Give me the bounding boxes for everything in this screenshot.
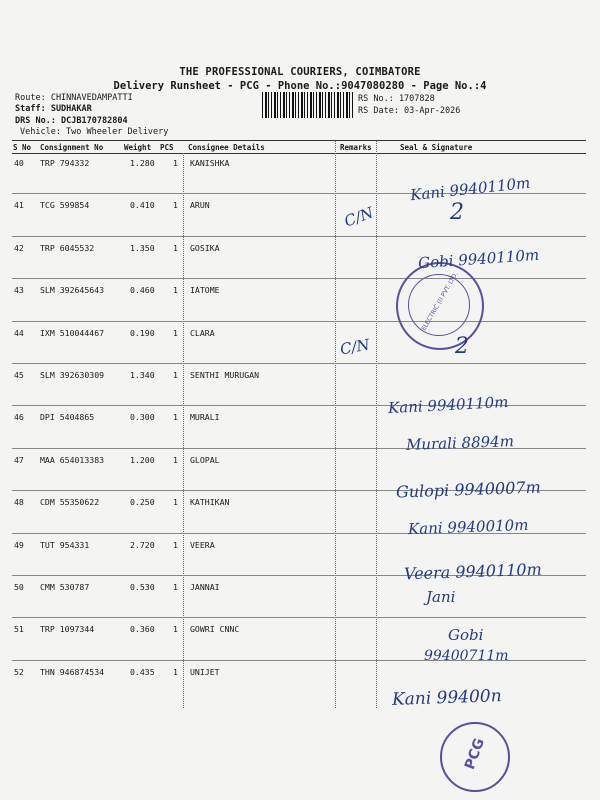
col-seal-signature: Seal & Signature bbox=[400, 143, 473, 152]
row-weight: 0.460 bbox=[130, 285, 155, 296]
col-weight: Weight bbox=[124, 143, 152, 152]
row-sno: 41 bbox=[14, 200, 24, 211]
signature: 2 bbox=[450, 200, 464, 225]
row-consignment: TUT 954331 bbox=[40, 539, 90, 550]
row-consignment: SLM 392645643 bbox=[40, 285, 105, 296]
row-pcs: 1 bbox=[173, 327, 178, 338]
row-weight: 1.350 bbox=[130, 242, 155, 253]
barcode bbox=[262, 92, 354, 118]
header-bottom-rule bbox=[12, 153, 586, 154]
row-pcs: 1 bbox=[173, 539, 178, 550]
row-consignee: CLARA bbox=[190, 327, 215, 338]
rs-date: RS Date: 03-Apr-2026 bbox=[358, 106, 461, 116]
row-sno: 42 bbox=[14, 242, 24, 253]
row-weight: 0.360 bbox=[130, 624, 155, 635]
company-stamp bbox=[396, 262, 484, 350]
col-consignee: Consignee Details bbox=[188, 143, 265, 152]
col-pcs: PCS bbox=[160, 143, 174, 152]
row-consignee: MURALI bbox=[190, 412, 220, 423]
row-pcs: 1 bbox=[173, 497, 178, 508]
row-consignee: KANISHKA bbox=[190, 158, 230, 168]
row-consignment: CDM 55350622 bbox=[40, 497, 100, 508]
pcg-stamp-text: PCG bbox=[462, 736, 488, 772]
row-consignment: TRP 794332 bbox=[40, 158, 90, 168]
row-weight: 1.200 bbox=[130, 454, 155, 465]
signature: Veera 9940110m bbox=[403, 559, 543, 584]
row-weight: 0.435 bbox=[130, 666, 155, 677]
row-weight: 0.410 bbox=[130, 200, 155, 211]
row-weight: 0.530 bbox=[130, 582, 155, 592]
row-consignee: JANNAI bbox=[190, 582, 220, 592]
row-pcs: 1 bbox=[173, 242, 178, 253]
row-weight: 0.250 bbox=[130, 497, 155, 508]
row-consignee: ARUN bbox=[190, 200, 210, 211]
row-weight: 0.300 bbox=[130, 412, 155, 423]
column-divider bbox=[335, 141, 336, 708]
row-sno: 48 bbox=[14, 497, 24, 508]
row-sno: 50 bbox=[14, 582, 24, 592]
staff-label: Staff: SUDHAKAR bbox=[15, 104, 92, 114]
row-consignment: SLM 392630309 bbox=[40, 370, 105, 380]
stamp-text: ELECTRIC (I) PVT. LTD. bbox=[420, 271, 460, 332]
row-pcs: 1 bbox=[173, 158, 178, 168]
row-consignee: SENTHI MURUGAN bbox=[190, 370, 260, 380]
col-sno: S No bbox=[13, 143, 32, 152]
row-consignee: UNIJET bbox=[190, 666, 220, 677]
row-consignment: TCG 599854 bbox=[40, 200, 90, 211]
col-consignment: Consignment No bbox=[40, 143, 104, 152]
signature: 99400711m bbox=[424, 648, 509, 664]
row-consignee: VEERA bbox=[190, 539, 215, 550]
drs-label: DRS No.: DCJB170782804 bbox=[15, 116, 128, 126]
row-separator bbox=[12, 278, 586, 279]
row-separator bbox=[12, 236, 586, 237]
row-sno: 43 bbox=[14, 285, 24, 296]
runsheet-title: Delivery Runsheet - PCG - Phone No.:9047080280 - Page No.:4 bbox=[113, 80, 487, 92]
row-pcs: 1 bbox=[173, 200, 178, 211]
row-separator bbox=[12, 321, 586, 322]
row-sno: 51 bbox=[14, 624, 24, 635]
signature: Kani 9940110m bbox=[409, 173, 532, 205]
row-pcs: 1 bbox=[173, 582, 178, 592]
row-sno: 44 bbox=[14, 327, 24, 338]
signature: Kani 99400n bbox=[391, 686, 502, 710]
row-sno: 49 bbox=[14, 539, 24, 550]
row-pcs: 1 bbox=[173, 454, 178, 465]
remark-handwriting: C/N bbox=[341, 203, 376, 231]
remark-handwriting: C/N bbox=[338, 335, 371, 359]
row-pcs: 1 bbox=[173, 624, 178, 635]
signature: 2 bbox=[455, 334, 469, 359]
row-consignment: TRP 1097344 bbox=[40, 624, 95, 635]
row-separator bbox=[12, 363, 586, 364]
row-pcs: 1 bbox=[173, 370, 178, 380]
row-consignee: GLOPAL bbox=[190, 454, 220, 465]
col-remarks: Remarks bbox=[340, 143, 372, 152]
row-consignment: TRP 6045532 bbox=[40, 242, 95, 253]
row-consignment: IXM 510044467 bbox=[40, 327, 105, 338]
pcg-stamp bbox=[440, 722, 510, 792]
vehicle-label: Vehicle: Two Wheeler Delivery bbox=[20, 127, 169, 137]
row-pcs: 1 bbox=[173, 412, 178, 423]
row-sno: 52 bbox=[14, 666, 24, 677]
signature: Gulopi 9940007m bbox=[395, 477, 542, 502]
row-consignee: GOSIKA bbox=[190, 242, 220, 253]
signature: Jani bbox=[426, 588, 456, 606]
row-sno: 46 bbox=[14, 412, 24, 423]
rs-number: RS No.: 1707828 bbox=[358, 94, 435, 104]
signature: Kani 9940110m bbox=[387, 392, 509, 418]
row-consignee: GOWRI CNNC bbox=[190, 624, 240, 635]
row-consignment: DPI 5404865 bbox=[40, 412, 95, 423]
company-name: THE PROFESSIONAL COURIERS, COIMBATORE bbox=[179, 66, 421, 78]
row-sno: 45 bbox=[14, 370, 24, 380]
row-consignment: CMM 530787 bbox=[40, 582, 90, 592]
signature: Murali 8894m bbox=[405, 432, 515, 454]
row-consignment: MAA 654013383 bbox=[40, 454, 105, 465]
row-pcs: 1 bbox=[173, 285, 178, 296]
column-divider bbox=[376, 141, 377, 708]
row-weight: 1.340 bbox=[130, 370, 155, 380]
row-weight: 2.720 bbox=[130, 539, 155, 550]
row-weight: 0.190 bbox=[130, 327, 155, 338]
row-sno: 47 bbox=[14, 454, 24, 465]
row-consignment: THN 946874534 bbox=[40, 666, 105, 677]
row-consignee: KATHIKAN bbox=[190, 497, 230, 508]
row-consignee: IATOME bbox=[190, 285, 220, 296]
row-weight: 1.280 bbox=[130, 158, 155, 168]
row-sno: 40 bbox=[14, 158, 24, 168]
route-label: Route: CHINNAVEDAMPATTI bbox=[15, 93, 133, 103]
signature: Gobi bbox=[448, 626, 484, 644]
row-separator bbox=[12, 617, 586, 618]
row-pcs: 1 bbox=[173, 666, 178, 677]
signature: Gobi 9940110m bbox=[417, 245, 540, 273]
signature: Kani 9940010m bbox=[407, 515, 529, 539]
header-rule bbox=[12, 140, 586, 141]
